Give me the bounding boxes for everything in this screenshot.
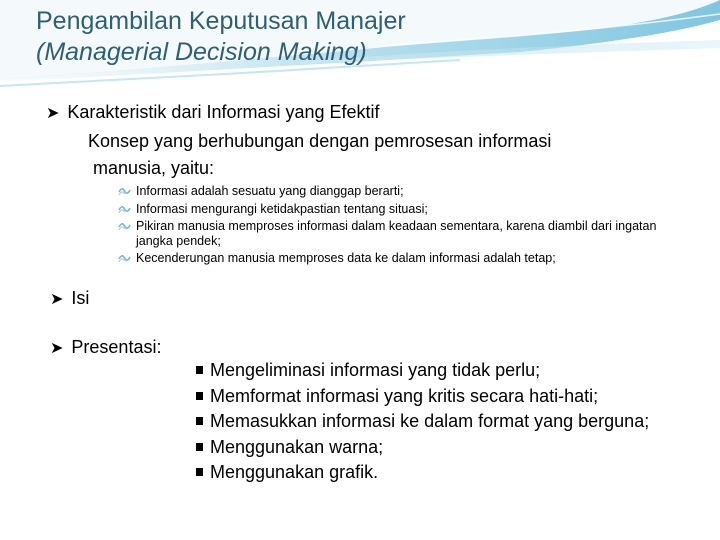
wave-bullet-icon	[118, 253, 131, 263]
wave-bullet-icon	[118, 186, 131, 196]
list-item-text: Mengeliminasi informasi yang tidak perlu;	[210, 360, 541, 380]
section-heading-karakteristik	[46, 101, 380, 125]
wave-bullet-icon	[118, 204, 131, 214]
list-item	[118, 219, 683, 248]
arrow-bullet-icon: ➤	[46, 105, 60, 122]
square-bullet-icon	[196, 468, 203, 476]
list-item-text: Kecenderungan manusia memproses data ke dalam informasi adalah tetap;	[136, 251, 556, 265]
list-item-text: Informasi adalah sesuatu yang dianggap berarti;	[136, 184, 404, 198]
section-heading-isi	[50, 287, 89, 311]
arrow-bullet-icon: ➤	[50, 340, 64, 357]
arrow-bullet-icon: ➤	[50, 291, 64, 308]
slide-title	[36, 6, 406, 68]
list-item-text: Memformat informasi yang kritis secara hati-hati;	[210, 385, 599, 406]
list-item-text: Menggunakan warna;	[210, 436, 384, 457]
list-item	[118, 251, 683, 266]
list-item-text: Menggunakan grafik.	[210, 462, 379, 482]
list-item	[118, 202, 683, 217]
wave-bullet-icon	[118, 221, 131, 231]
paragraph-line-1: Konsep yang berhubungan dengan pemrosesan informasi	[88, 131, 552, 151]
section-heading-text: Isi	[71, 288, 90, 308]
list-item	[118, 184, 683, 199]
square-bullet-icon	[196, 366, 203, 374]
information-characteristics-list	[118, 184, 683, 269]
title-line-1: Pengambilan Keputusan Manajer	[36, 7, 406, 35]
square-bullet-icon	[196, 443, 203, 451]
square-bullet-icon	[196, 392, 203, 400]
title-line-2: (Managerial Decision Making)	[36, 38, 367, 66]
list-item-text: Pikiran manusia memproses informasi dalam keadaan sementara, karena diambil dari ingatan jangka pendek;	[136, 219, 657, 248]
square-bullet-icon	[196, 417, 203, 425]
paragraph-line-2: manusia, yaitu:	[93, 158, 215, 178]
list-item	[196, 435, 649, 461]
list-item-text: Informasi mengurangi ketidakpastian tentang situasi;	[136, 201, 428, 216]
list-item	[196, 409, 649, 435]
list-item	[196, 358, 649, 384]
list-item-text: Memasukkan informasi ke dalam format yang berguna;	[210, 411, 650, 431]
section-heading-text: Karakteristik dari Informasi yang Efektif	[67, 102, 380, 122]
section-heading-text: Presentasi:	[71, 337, 162, 357]
list-item	[196, 384, 649, 410]
presentation-guidelines-list	[196, 358, 649, 486]
concept-paragraph	[88, 128, 648, 182]
section-heading-presentasi	[50, 336, 161, 360]
list-item	[196, 460, 649, 486]
